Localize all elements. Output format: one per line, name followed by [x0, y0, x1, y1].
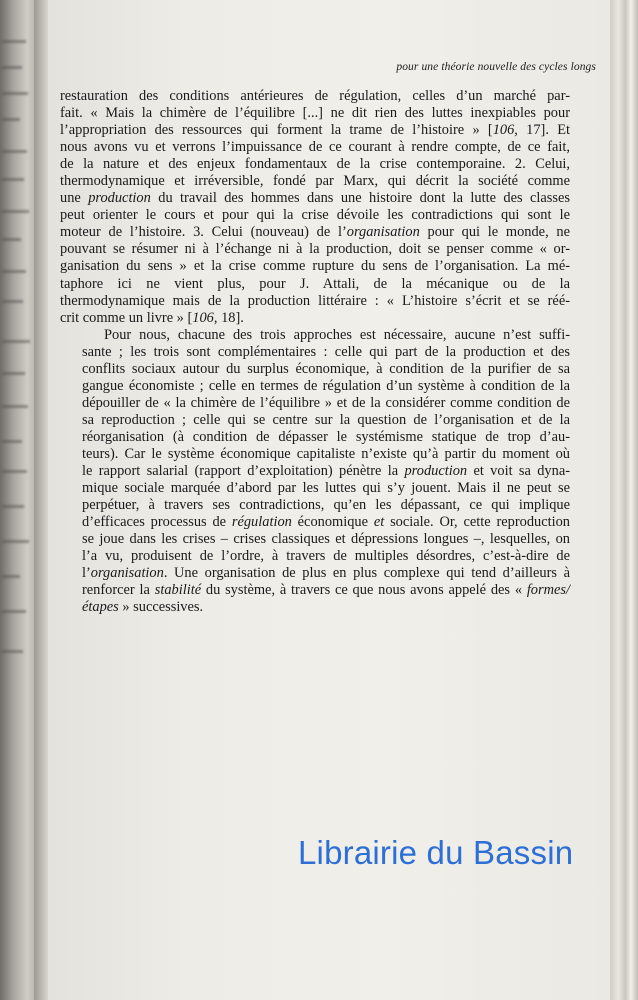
- text-line: peut orienter le cours et pour qui la crise dévoile les contradictions qui sont le: [60, 207, 570, 224]
- text-line: se joue dans les crises – crises classiques et dépressions longues –, lesquelles, on: [82, 531, 570, 548]
- text-line: mique sociale marquée d’abord par les luttes qui s’y jouent. Mais il ne peut se: [82, 480, 570, 497]
- text-line: l’a vu, produisent de l’ordre, à travers de multiples désordres, c’est-à-dire de: [82, 548, 570, 565]
- text-line: dépouiller de « la chimère de l’équilibre » et de la considérer comme condition de: [82, 394, 570, 411]
- text-line: fait. « Mais la chimère de l’équilibre [...] ne dit rien des luttes inexpiables pour: [60, 105, 570, 122]
- text-line: de la nature et des enjeux fondamentaux de la crise contemporaine. 2. Celui,: [60, 156, 570, 173]
- text-line: pouvant se résumer ni à l’échange ni à la production, doit se penser comme « or-: [60, 241, 570, 258]
- text-line: teurs). Car le système économique capitaliste n’existe qu’à partir du moment où: [82, 445, 570, 462]
- text-line: renforcer la stabilité du système, à travers ce que nous avons appelé des « formes/: [82, 582, 570, 599]
- text-line: réorganisation (à condition de dépasser le systémisme statique de trop d’au-: [82, 428, 570, 445]
- text-line: d’efficaces processus de régulation économique et sociale. Or, cette reproduction: [82, 514, 570, 531]
- text-line: thermodynamique et irréversible, fondé par Marx, qui décrit la société comme: [60, 173, 570, 190]
- text-line: sa reproduction ; celle qui se centre sur la question de l’organisation et de la: [82, 411, 570, 428]
- text-line: taphore ici ne vient plus, pour J. Attali, de la mécanique ou de la: [60, 275, 570, 292]
- paragraph-2: [60, 327, 570, 617]
- text-line: perpétuer, à travers ses contradictions, qu’en les dépassant, ce qui implique: [82, 497, 570, 514]
- text-line: Pour nous, chacune des trois approches est nécessaire, aucune n’est suffi-: [104, 326, 570, 343]
- text-line: l’appropriation des ressources qui forment la trame de l’histoire » [106, 17]. Et: [60, 122, 570, 139]
- text-line: l’organisation. Une organisation de plus en plus complexe qui tend d’ailleurs à: [82, 565, 570, 582]
- text-line: thermodynamique mais de la production littéraire : « L’histoire s’écrit et se réé-: [60, 292, 570, 309]
- adjacent-page-edge: [0, 0, 34, 1000]
- text-line: crit comme un livre » [106, 18].: [60, 309, 244, 326]
- page-stack-edge: [610, 0, 638, 1000]
- running-head: pour une théorie nouvelle des cycles longs: [396, 61, 596, 73]
- text-line: ganisation du sens » et la crise comme rupture du sens de l’organisation. La mé-: [60, 258, 570, 275]
- text-line: nous avons vu et verrons l’impuissance de ce courant à rendre compte, de ce fait,: [60, 139, 570, 156]
- text-line: le rapport salarial (rapport d’exploitation) pénètre la production et voit sa dyna-: [82, 463, 570, 480]
- text-line: conflits sociaux autour du surplus économique, à condition de la purifier de sa: [82, 360, 570, 377]
- text-line: sante ; les trois sont complémentaires : celle qui part de la production et des: [82, 343, 570, 360]
- text-line: une production du travail des hommes dans une histoire dont la lutte des classes: [60, 190, 570, 207]
- text-line: moteur de l’histoire. 3. Celui (nouveau) de l’organisation pour qui le monde, ne: [60, 224, 570, 241]
- book-gutter: [34, 0, 48, 1000]
- text-line: gangue économiste ; celle en termes de régulation d’un système à condition de la: [82, 377, 570, 394]
- text-line: restauration des conditions antérieures de régulation, celles d’un marché par-: [60, 88, 570, 104]
- watermark-text: Librairie du Bassin: [298, 834, 574, 871]
- paragraph-1: [60, 88, 570, 327]
- body-text: [60, 88, 570, 616]
- text-line: étapes » successives.: [82, 599, 204, 616]
